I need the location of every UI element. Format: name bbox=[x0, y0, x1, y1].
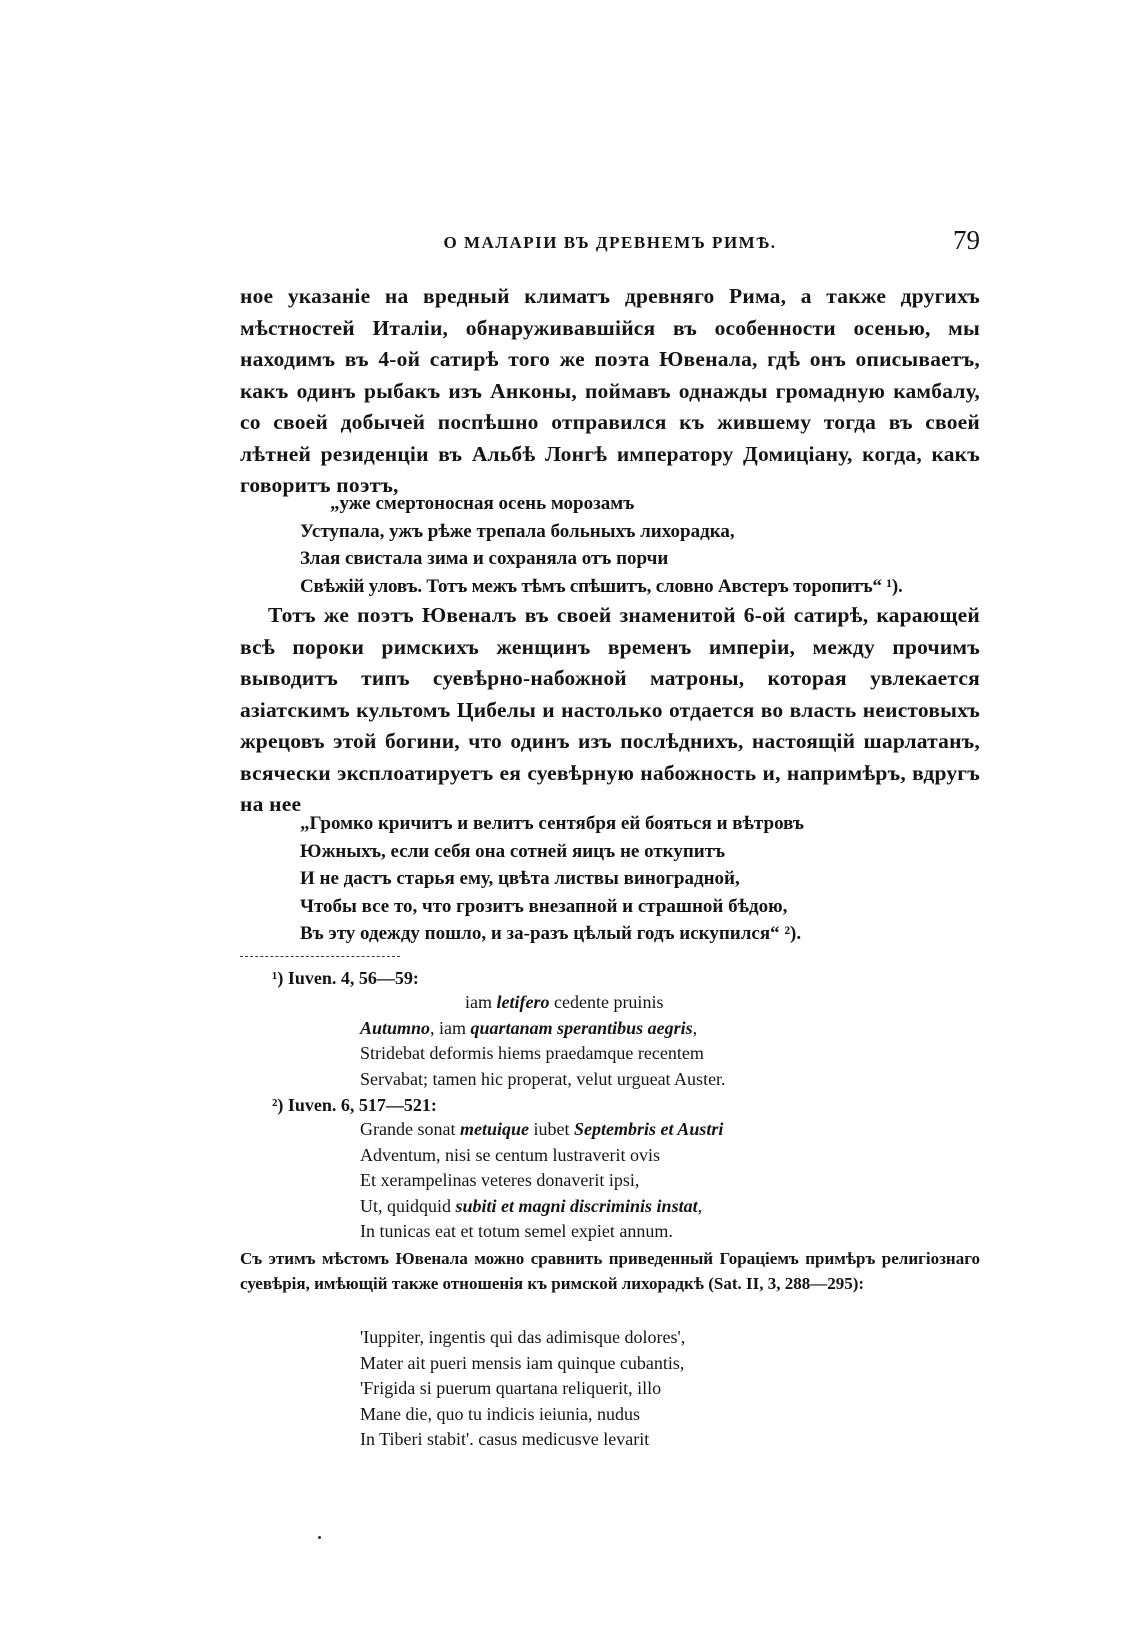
verse-line: „Громко кричитъ и велитъ сентября ей бояться и вѣтровъ bbox=[300, 813, 804, 834]
paragraph-2: Тотъ же поэтъ Ювеналъ въ своей знаменитой 6-ой сатирѣ, карающей всѣ пороки римскихъ женщинъ временъ имперіи, между прочимъ выводитъ типъ суевѣрно-набожной матроны, которая увлекается азіатскимъ культомъ Цибелы и настолько отдается во власть неистовыхъ жрецовъ этой богини, что одинъ изъ послѣднихъ, настоящій шарлатанъ, всячески эксплоатируетъ ея суевѣрную набожность и, напримѣръ, вдругъ на нее bbox=[240, 603, 980, 816]
footnote-line: Ut, quidquid subiti et magni discriminis instat, bbox=[360, 1195, 703, 1216]
footnote-line: Grande sonat metuique iubet Septembris et Austri bbox=[360, 1119, 724, 1139]
footnote-2-verse bbox=[360, 1117, 723, 1245]
verse-line: Чтобы все то, что грозитъ внезапной и страшной бѣдою, bbox=[300, 895, 788, 917]
print-speck bbox=[318, 1536, 321, 1539]
verse-quote-1 bbox=[300, 490, 960, 600]
page-number: 79 bbox=[953, 225, 980, 255]
running-title: О МАЛАРІИ ВЪ ДРЕВНЕМЪ РИМѢ. bbox=[443, 233, 777, 252]
footnote-line: Autumno, iam quartanam sperantibus aegris, bbox=[360, 1017, 698, 1038]
footnote-commentary: Съ этимъ мѣстомъ Ювенала можно сравнить приведенный Гораціемъ примѣръ религіознаго суевѣрія, имѣющій также отношенія къ римской лихорадкѣ (Sat. II, 3, 288—295): bbox=[240, 1249, 980, 1293]
footnote-line: iam letifero cedente pruinis bbox=[465, 992, 664, 1012]
verse-line: И не дастъ старья ему, цвѣта листвы виноградной, bbox=[300, 868, 740, 889]
footnote-line: In tunicas eat et totum semel expiet annum. bbox=[360, 1221, 673, 1241]
verse-quote-2 bbox=[300, 810, 960, 948]
verse-line: Уступала, ужъ рѣже трепала больныхъ лихорадка, bbox=[300, 520, 735, 542]
footnote-line: 'Frigida si puerum quartana reliquerit, illo bbox=[360, 1378, 662, 1398]
footnote-2-reference: ²) Iuven. 6, 517—521: bbox=[272, 1095, 437, 1115]
footnote-line: Adventum, nisi se centum lustraverit ovis bbox=[360, 1144, 660, 1165]
page-header bbox=[240, 225, 980, 265]
footnote-mark-2[interactable]: ²). bbox=[784, 923, 802, 944]
footnote-line: 'Iuppiter, ingentis qui das adimisque dolores', bbox=[360, 1327, 686, 1347]
footnote-mark-1[interactable]: ¹). bbox=[886, 575, 903, 597]
footnote-3-verse bbox=[360, 1325, 685, 1453]
verse-line: Свѣжій уловъ. Тотъ межъ тѣмъ спѣшитъ, словно Австеръ торопитъ“ ¹). bbox=[300, 575, 903, 597]
verse-line: Злая свистала зима и сохраняла отъ порчи bbox=[300, 548, 669, 569]
footnote-line: Stridebat deformis hiems praedamque recentem bbox=[360, 1043, 704, 1063]
verse-line: „уже смертоносная осень морозамъ bbox=[330, 493, 635, 514]
footnote-divider bbox=[240, 956, 400, 957]
footnote-line: Mater ait pueri mensis iam quinque cubantis, bbox=[360, 1352, 685, 1373]
verse-line: Въ эту одежду пошло, и за-разъ цѣлый годъ искупился“ ²). bbox=[300, 923, 802, 944]
verse-line: Южныхъ, если себя она сотней яицъ не откупитъ bbox=[300, 840, 726, 862]
footnote-line: Mane die, quo tu indicis ieiunia, nudus bbox=[360, 1403, 640, 1424]
footnote-line: In Tiberi stabit'. casus medicusve levarit bbox=[360, 1429, 650, 1449]
footnote-1-verse bbox=[360, 990, 726, 1092]
footnote-1-reference: ¹) Iuven. 4, 56—59: bbox=[272, 968, 419, 988]
paragraph-1: ное указаніе на вредный климатъ древняго Рима, а также другихъ мѣстностей Италіи, обнаруживавшійся въ особенности осенью, мы находимъ въ 4-ой сатирѣ того же поэта Ювенала, гдѣ онъ описываетъ, какъ одинъ рыбакъ изъ Анконы, поймавъ однажды громадную камбалу, со своей добычей поспѣшно отправился къ жившему тогда въ своей лѣтней резиденціи въ Альбѣ Лонгѣ императору Домиціану, когда, какъ говоритъ поэтъ, bbox=[240, 284, 980, 497]
footnote-line: Servabat; tamen hic properat, velut urgueat Auster. bbox=[360, 1068, 726, 1089]
footnote-line: Et xerampelinas veteres donaverit ipsi, bbox=[360, 1170, 640, 1190]
